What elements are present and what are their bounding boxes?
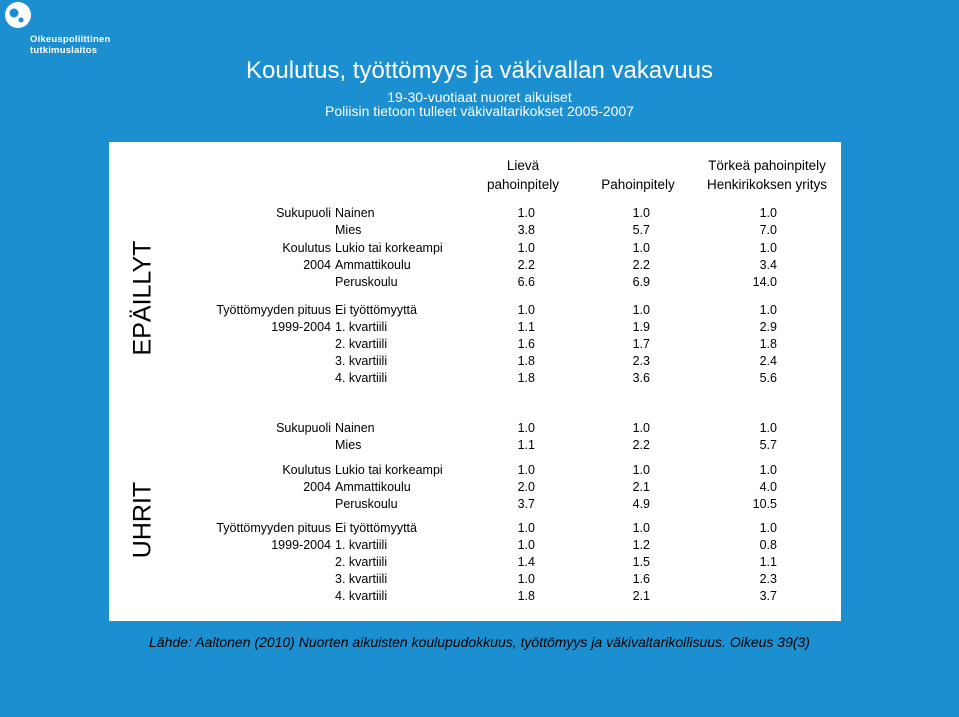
value-aggravated-assault: 1.1: [759, 555, 777, 569]
table-row: [109, 336, 841, 353]
value-aggravated-assault: 5.6: [759, 371, 777, 385]
value-assault: 1.0: [632, 241, 650, 255]
row-group-label: 2004: [303, 258, 331, 272]
value-mild-assault: 3.8: [517, 223, 535, 237]
row-group-label: Sukupuoli: [276, 206, 331, 220]
row-category-label: 2. kvartiili: [335, 555, 388, 569]
row-category-label: 3. kvartiili: [335, 572, 388, 586]
value-aggravated-assault: 1.0: [759, 521, 777, 535]
value-assault: 2.1: [632, 589, 650, 603]
value-assault: 1.5: [632, 555, 650, 569]
row-category-label: 1. kvartiili: [335, 538, 388, 552]
value-assault: 1.9: [632, 320, 650, 334]
value-mild-assault: 2.2: [517, 258, 535, 272]
value-assault: 5.7: [632, 223, 650, 237]
value-aggravated-assault: 4.0: [759, 480, 777, 494]
value-aggravated-assault: 2.4: [759, 354, 777, 368]
row-category-label: 1. kvartiili: [335, 320, 388, 334]
value-assault: 1.0: [632, 303, 650, 317]
value-assault: 2.2: [632, 438, 650, 452]
logo-line-2: tutkimuslaitos: [30, 45, 98, 56]
value-mild-assault: 1.0: [517, 303, 535, 317]
col-header-assault: Pahoinpitely: [601, 177, 675, 192]
value-aggravated-assault: 5.7: [759, 438, 777, 452]
row-group-label: 2004: [303, 480, 331, 494]
row-category-label: Ammattikoulu: [335, 258, 411, 272]
value-assault: 4.9: [632, 497, 650, 511]
table-row: [109, 302, 841, 319]
row-category-label: Nainen: [335, 206, 375, 220]
value-assault: 1.6: [632, 572, 650, 586]
table-row: [109, 222, 841, 239]
row-group-label: Koulutus: [282, 463, 331, 477]
row-category-label: Ammattikoulu: [335, 480, 411, 494]
row-category-label: 4. kvartiili: [335, 589, 388, 603]
value-aggravated-assault: 14.0: [752, 275, 777, 289]
row-category-label: Peruskoulu: [335, 497, 398, 511]
row-group-label: Sukupuoli: [276, 421, 331, 435]
row-category-label: 4. kvartiili: [335, 371, 388, 385]
section-label-victims: UHRIT: [128, 481, 157, 559]
value-mild-assault: 1.0: [517, 572, 535, 586]
value-mild-assault: 1.4: [517, 555, 535, 569]
table-row: [109, 257, 841, 274]
value-mild-assault: 1.0: [517, 206, 535, 220]
table-row: [109, 240, 841, 257]
value-assault: 1.0: [632, 463, 650, 477]
value-aggravated-assault: 1.0: [759, 421, 777, 435]
data-table-panel: [109, 142, 841, 621]
value-aggravated-assault: 7.0: [759, 223, 777, 237]
table-row: [109, 571, 841, 588]
table-row: [109, 479, 841, 496]
value-mild-assault: 3.7: [517, 497, 535, 511]
row-category-label: Peruskoulu: [335, 275, 398, 289]
row-group-label: 1999-2004: [271, 538, 331, 552]
table-row: [109, 520, 841, 537]
value-assault: 1.7: [632, 337, 650, 351]
table-row: [109, 554, 841, 571]
table-row: [109, 437, 841, 454]
row-category-label: 2. kvartiili: [335, 337, 388, 351]
value-mild-assault: 6.6: [517, 275, 535, 289]
value-assault: 2.2: [632, 258, 650, 272]
value-assault: 2.3: [632, 354, 650, 368]
col-header-mild-assault: Lievä pahoinpitely: [486, 158, 560, 192]
value-assault: 1.0: [632, 521, 650, 535]
table-row: [109, 274, 841, 291]
page-title: Koulutus, työttömyys ja väkivallan vakavuus: [246, 57, 713, 84]
value-aggravated-assault: 1.8: [759, 337, 777, 351]
value-aggravated-assault: 0.8: [759, 538, 777, 552]
value-aggravated-assault: 1.0: [759, 463, 777, 477]
value-mild-assault: 1.8: [517, 589, 535, 603]
subtitle-source-data: Poliisin tietoon tulleet väkivaltarikokset 2005-2007: [325, 103, 634, 119]
source-citation: Lähde: Aaltonen (2010) Nuorten aikuisten koulupudokkuus, työttömyys ja väkivaltarikollisuus. Oikeus 39(3): [149, 634, 810, 650]
value-mild-assault: 1.0: [517, 538, 535, 552]
table-row: [109, 319, 841, 336]
value-assault: 6.9: [632, 275, 650, 289]
value-mild-assault: 1.8: [517, 371, 535, 385]
row-group-label: Työttömyyden pituus: [216, 521, 331, 535]
section-label-suspects: EPÄILLYT: [128, 240, 157, 356]
table-row: [109, 370, 841, 387]
value-aggravated-assault: 2.9: [759, 320, 777, 334]
value-aggravated-assault: 1.0: [759, 206, 777, 220]
value-mild-assault: 1.1: [517, 320, 535, 334]
row-category-label: Nainen: [335, 421, 375, 435]
row-category-label: Mies: [335, 438, 362, 452]
value-mild-assault: 1.1: [517, 438, 535, 452]
value-assault: 2.1: [632, 480, 650, 494]
value-mild-assault: 1.0: [517, 421, 535, 435]
value-assault: 1.0: [632, 206, 650, 220]
table-row: [109, 496, 841, 513]
value-assault: 1.0: [632, 421, 650, 435]
table-row: [109, 537, 841, 554]
value-mild-assault: 2.0: [517, 480, 535, 494]
value-assault: 1.2: [632, 538, 650, 552]
table-row: [109, 353, 841, 370]
value-assault: 3.6: [632, 371, 650, 385]
value-aggravated-assault: 3.4: [759, 258, 777, 272]
row-category-label: Lukio tai korkeampi: [335, 241, 443, 255]
row-group-label: 1999-2004: [271, 320, 331, 334]
institute-logo: [4, 2, 124, 54]
row-category-label: Ei työttömyyttä: [335, 521, 417, 535]
table-row: [109, 205, 841, 222]
value-mild-assault: 1.8: [517, 354, 535, 368]
value-mild-assault: 1.0: [517, 463, 535, 477]
value-aggravated-assault: 1.0: [759, 303, 777, 317]
value-aggravated-assault: 3.7: [759, 589, 777, 603]
value-mild-assault: 1.0: [517, 521, 535, 535]
value-aggravated-assault: 2.3: [759, 572, 777, 586]
subtitle-age: 19-30-vuotiaat nuoret aikuiset: [387, 89, 572, 105]
logo-line-1: Oikeuspoliittinen: [30, 34, 111, 45]
table-row: [109, 462, 841, 479]
row-group-label: Koulutus: [282, 241, 331, 255]
table-row: [109, 420, 841, 437]
row-category-label: Lukio tai korkeampi: [335, 463, 443, 477]
col-header-aggravated-assault: Törkeä pahoinpitely Henkirikoksen yritys: [706, 158, 828, 192]
row-category-label: Ei työttömyyttä: [335, 303, 417, 317]
table-row: [109, 588, 841, 605]
value-aggravated-assault: 1.0: [759, 241, 777, 255]
value-aggravated-assault: 10.5: [752, 497, 777, 511]
logo-text: [30, 34, 110, 56]
value-mild-assault: 1.0: [517, 241, 535, 255]
row-category-label: Mies: [335, 223, 362, 237]
value-mild-assault: 1.6: [517, 337, 535, 351]
row-category-label: 3. kvartiili: [335, 354, 388, 368]
row-group-label: Työttömyyden pituus: [216, 303, 331, 317]
